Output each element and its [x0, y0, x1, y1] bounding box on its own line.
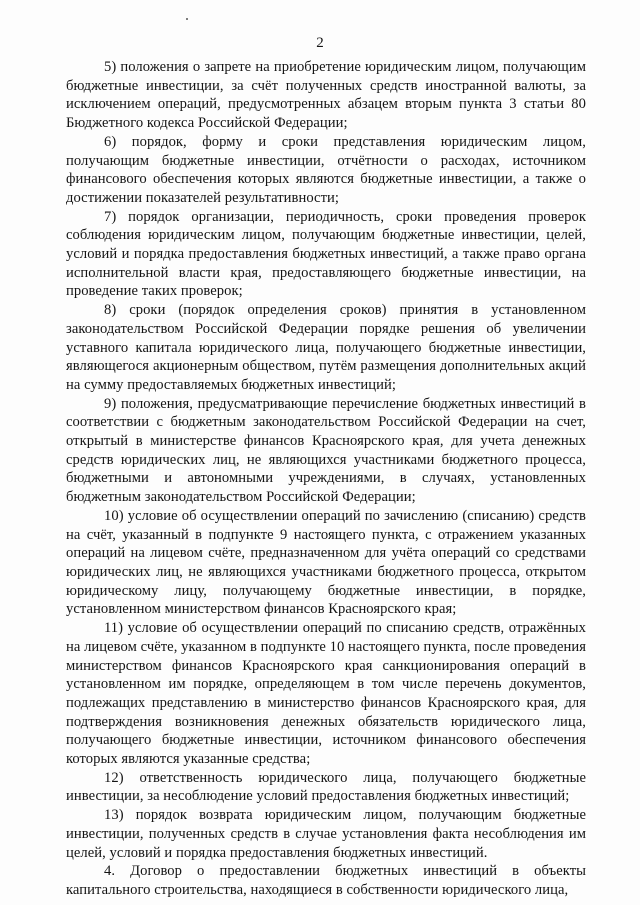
- paragraph-item-11: 11) условие об осуществлении операций по списанию средств, отражённых на лицевом счёте, указанном в подпункте 10 настоящего пункта, после проведения министерством финансов Красноярского края санкционирования операций в установленном им порядке, определяющем в том числе перечень документов, подлежащих представлению в министерство финансов Красноярского края, для подтверждения возникновения денежных обязательств юридического лица, получающего бюджетные инвестиции, источником финансового обеспечения которых являются указанные средства;: [66, 620, 586, 768]
- paragraph-item-7: 7) порядок организации, периодичность, сроки проведения проверок соблюдения юридическим лицом, получающим бюджетные инвестиции, целей, условий и порядка предоставления бюджетных инвестиций, а также право органа исполнительной власти края, предоставляющего бюджетные инвестиции, на проведение таких проверок;: [66, 208, 586, 300]
- paragraph-item-9: 9) положения, предусматривающие перечисление бюджетных инвестиций в соответствии с бюджетным законодательством Российской Федерации на счет, открытый в министерстве финансов Красноярского края, для учета денежных средств юридических лиц, не являющихся участниками бюджетного процесса, бюджетными и автономными учреждениями, в случаях, установленных бюджетным законодательством Российской Федерации;: [66, 395, 586, 506]
- paragraph-item-6: 6) порядок, форму и сроки представления юридическим лицом, получающим бюджетные инвестиции, отчётности о расходах, источником финансового обеспечения которых являются бюджетные инвестиции, а также о достижении показателей результативности;: [66, 133, 586, 206]
- paragraph-item-10: 10) условие об осуществлении операций по зачислению (списанию) средств на счёт, указанный в подпункте 9 настоящего пункта, с отражением указанных операций на лицевом счёте, предназначенном для учёта операций со средствами юридических лиц, не являющихся участниками бюджетного процесса, открытом юридическому лицу, получающему бюджетные инвестиции, в порядке, установленном министерством финансов Красноярского края;: [66, 507, 586, 618]
- document-body: [66, 58, 586, 900]
- paragraph-item-12: 12) ответственность юридического лица, получающего бюджетные инвестиции, за несоблюдение условий предоставления бюджетных инвестиций;: [66, 769, 586, 805]
- paragraph-item-5: 5) положения о запрете на приобретение юридическим лицом, получающим бюджетные инвестиции, за счёт полученных средств иностранной валюты, за исключением операций, предусмотренных абзацем вторым пункта 3 статьи 80 Бюджетного кодекса Российской Федерации;: [66, 59, 586, 132]
- page-number: 2: [316, 35, 324, 51]
- scan-speck: [186, 18, 188, 20]
- paragraph-item-8: 8) сроки (порядок определения сроков) принятия в установленном законодательством Российской Федерации порядке решения об увеличении уставного капитала юридического лица, получающего бюджетные инвестиции, являющегося акционерным обществом, путём размещения дополнительных акций на сумму предоставляемых бюджетных инвестиций;: [66, 302, 586, 393]
- paragraph-section-4: 4. Договор о предоставлении бюджетных инвестиций в объекты капитального строительства, находящиеся в собственности юридического лица,: [66, 863, 586, 898]
- paragraph-item-13: 13) порядок возврата юридическим лицом, получающим бюджетные инвестиции, полученных средств в случае установления факта несоблюдения им целей, условий и порядка предоставления бюджетных инвестиций.: [66, 807, 586, 861]
